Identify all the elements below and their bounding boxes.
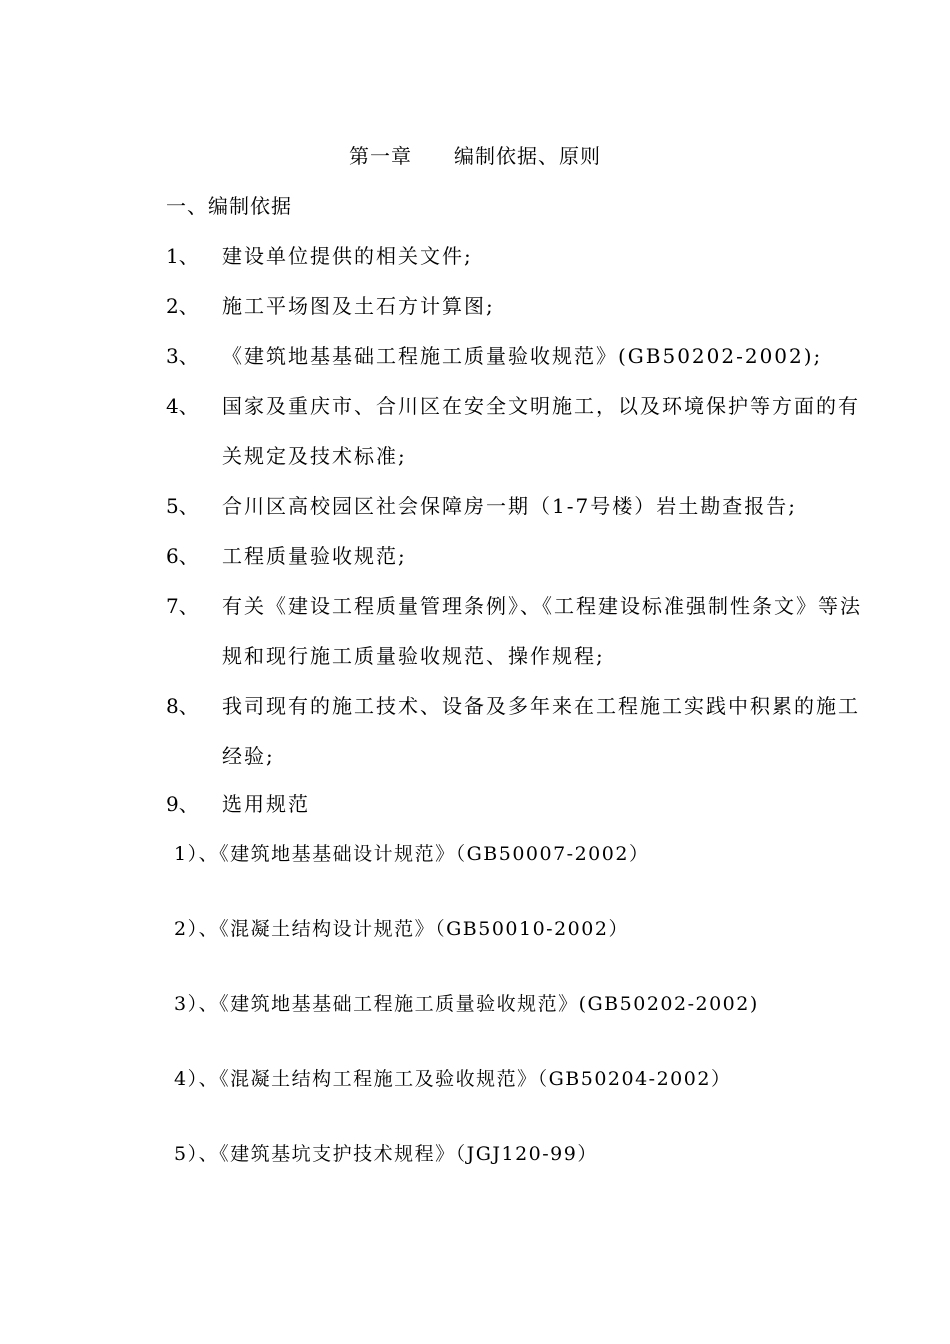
- item-number: 6、: [166, 544, 199, 568]
- item-text: 选用规范: [222, 792, 310, 816]
- item-number: 1、: [166, 244, 199, 268]
- item-text: 工程质量验收规范;: [222, 544, 407, 568]
- item-number: 5、: [166, 494, 199, 518]
- standard-item-2: 2）、《混凝土结构设计规范》（GB50010-2002）: [174, 918, 629, 940]
- item-text: 施工平场图及土石方计算图;: [222, 294, 495, 318]
- item-text: 我司现有的施工技术、设备及多年来在工程施工实践中积累的施工经验;: [222, 694, 860, 768]
- item-number: 2、: [166, 294, 199, 318]
- standard-item-4: 4）、《混凝土结构工程施工及验收规范》（GB50204-2002）: [174, 1068, 732, 1090]
- item-number: 3、: [166, 344, 199, 368]
- item-text: 国家及重庆市、合川区在安全文明施工，以及环境保护等方面的有关规定及技术标准;: [222, 394, 860, 468]
- item-number: 7、: [166, 594, 199, 618]
- item-number: 8、: [166, 694, 199, 718]
- standard-item-5: 5）、《建筑基坑支护技术规程》（JGJ120-99）: [174, 1143, 598, 1165]
- standard-item-3: 3）、《建筑地基基础工程施工质量验收规范》(GB50202-2002): [174, 993, 759, 1015]
- item-number: 9、: [166, 792, 199, 816]
- item-number: 4、: [166, 394, 199, 418]
- item-text: 《建筑地基基础工程施工质量验收规范》(GB50202-2002);: [222, 344, 823, 368]
- item-text: 合川区高校园区社会保障房一期（1-7号楼）岩土勘查报告;: [222, 494, 797, 518]
- standard-item-1: 1）、《建筑地基基础设计规范》（GB50007-2002）: [174, 843, 650, 865]
- section-heading: 一、编制依据: [166, 194, 292, 218]
- item-text: 建设单位提供的相关文件;: [222, 244, 473, 268]
- chapter-title: 第一章 编制依据、原则: [349, 144, 601, 168]
- item-text: 有关《建设工程质量管理条例》、《工程建设标准强制性条文》等法规和现行施工质量验收规范、操作规程;: [222, 594, 862, 668]
